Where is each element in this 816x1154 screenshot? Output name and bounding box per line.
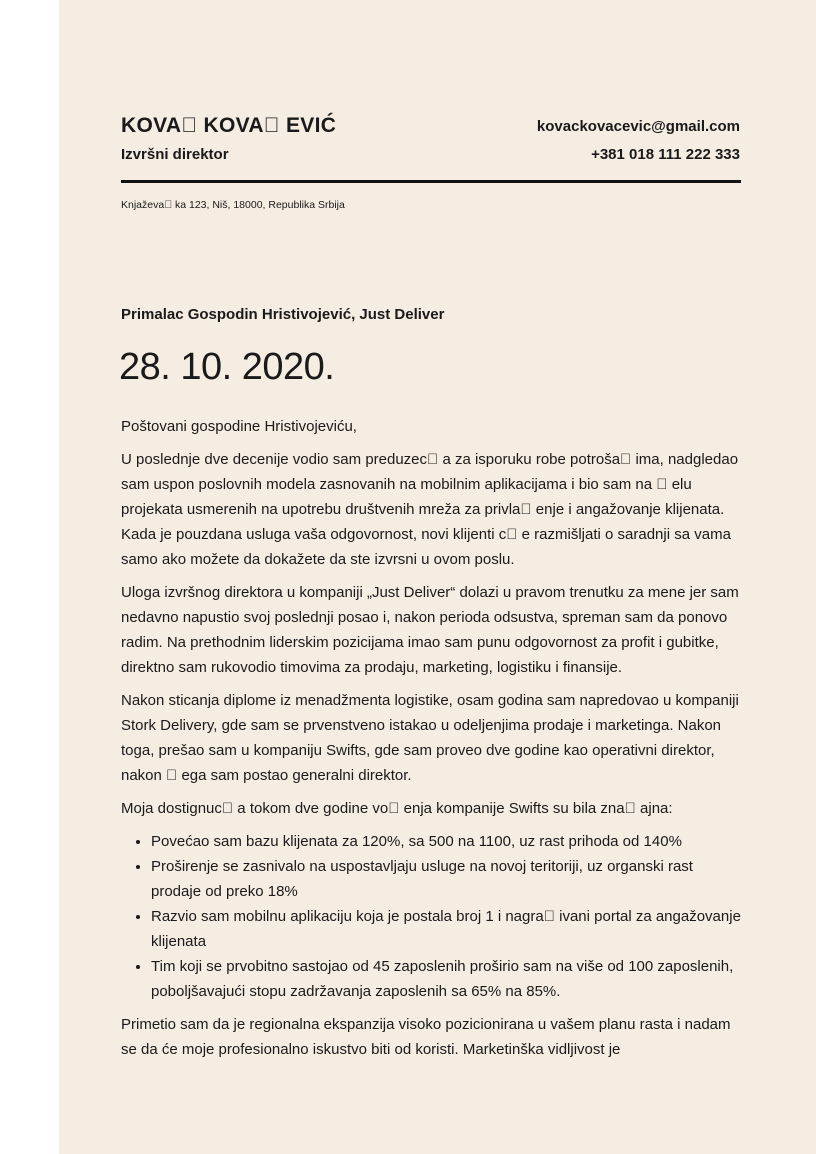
recipient-line: Primalac Gospodin Hristivojević, Just Deliver (121, 306, 445, 323)
list-item: • Tim koji se prvobitno sastojao od 45 zaposlenih proširio sam na više od 100 zaposlenih, poboljšavajući stopu zadržavanja zaposlenih sa 65% na 85%. (151, 954, 743, 1004)
header-divider (121, 180, 741, 183)
list-item: • Povećao sam bazu klijenata za 120%, sa 500 na 1100, uz rast prihoda od 140% (151, 829, 743, 854)
sender-address: Knjaževa  ka 123, Niš, 18000, Republika Srbija (121, 199, 345, 211)
body-paragraph: U poslednje dve decenije vodio sam preduzec  a za isporuku robe potroša  ima, nadgledao sam uspon poslovnih modela zasnovanih na mobilnim aplikacijama i bio sam na   elu projekata usmerenih na upotrebu društvenih mreža za privla  enje i angažovanje klijenata. Kada je pouzdana usluga vaša odgovornost, novi klijenti c  e razmišljati o saradnji sa vama samo ako možete da dokažete da ste izvrsni u ovom poslu. (121, 451, 739, 568)
closing-paragraph: Primetio sam da je regionalna ekspanzija visoko pozicionirana u vašem planu rasta i nadam se da će moje profesionalno iskustvo biti od koristi. Marketinška vidljivost je (121, 1016, 731, 1058)
sender-title: Izvršni direktor (121, 146, 229, 163)
sender-phone: +381 018 111 222 333 (591, 146, 740, 163)
body-paragraph: Moja dostignuc  a tokom dve godine vo  enja kompanije Swifts su bila zna  ajna: (121, 800, 673, 817)
achievements-list (121, 829, 743, 1004)
list-item: • Razvio sam mobilnu aplikaciju koja je postala broj 1 i nagra  ivani portal za angažovanje klijenata (151, 904, 743, 954)
letter-body (121, 414, 743, 1070)
list-item: • Proširenje se zasnivalo na uspostavljaju usluge na novoj teritoriji, uz organski rast prodaje od preko 18% (151, 854, 743, 904)
letter-date: 28. 10. 2020. (119, 346, 335, 388)
sender-name: KOVA  KOVA  EVIĆ (121, 114, 337, 137)
sender-email: kovackovacevic@gmail.com (536, 118, 740, 135)
body-paragraph: Uloga izvršnog direktora u kompaniji „Just Deliver“ dolazi u pravom trenutku za mene jer sam nedavno napustio svoj poslednji posao i, nakon perioda odsustva, spreman sam da ponovo radim. Na prethodnim liderskim pozicijama imao sam punu odgovornost za profit i gubitke, direktno sam rukovodio timovima za prodaju, marketing, logistiku i finansije. (121, 584, 739, 676)
body-paragraph: Nakon sticanja diplome iz menadžmenta logistike, osam godina sam napredovao u kompaniji Stork Delivery, gde sam se prvenstveno istakao u odeljenjima prodaje i marketinga. Nakon toga, prešao sam u kompaniju Swifts, gde sam proveo dve godine kao operativni direktor, nakon   ega sam postao generalni direktor. (121, 692, 739, 784)
greeting: Poštovani gospodine Hristivojeviću, (121, 418, 357, 435)
